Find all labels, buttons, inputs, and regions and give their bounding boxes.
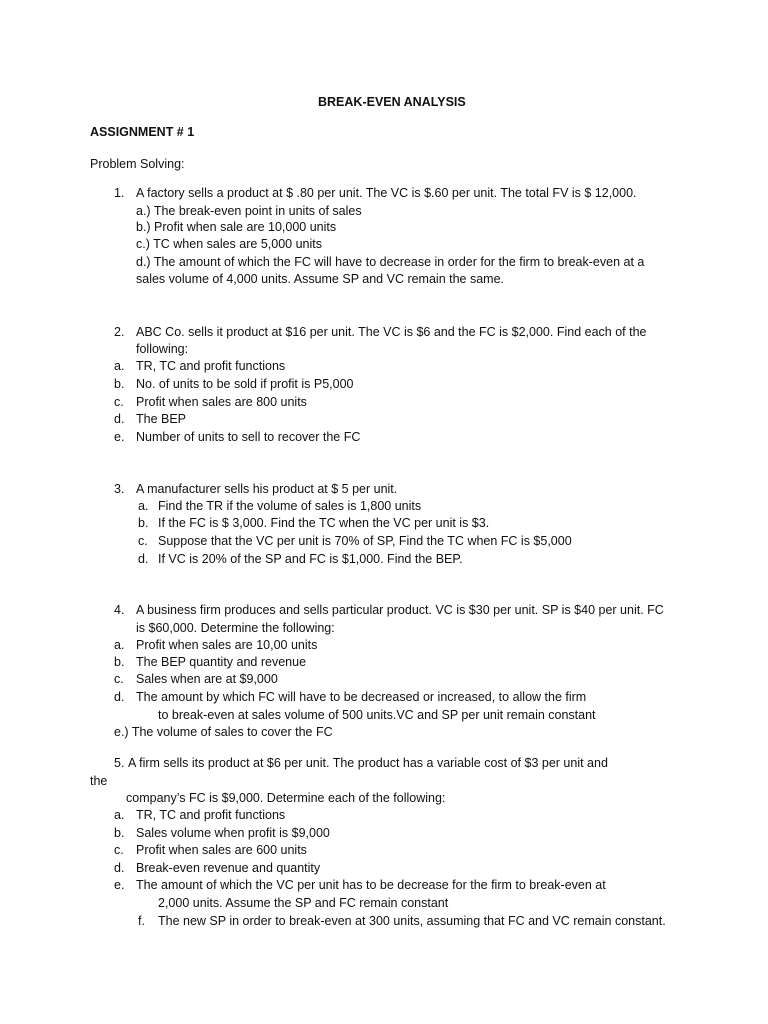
- problem-4-text: A business firm produces and sells particular product. VC is $30 per unit. SP is $40 per unit. FC: [136, 603, 664, 617]
- problem-4-number: 4.: [114, 603, 125, 617]
- problem-4-item-d-cont: to break-even at sales volume of 500 units.VC and SP per unit remain constant: [158, 708, 596, 722]
- problem-5-letter-f: f.: [138, 914, 145, 928]
- problem-4-letter-d: d.: [114, 690, 125, 704]
- problem-2-text-cont: following:: [136, 342, 189, 356]
- problem-4-item-a: Profit when sales are 10,00 units: [136, 638, 318, 652]
- problem-4-letter-a: a.: [114, 638, 125, 652]
- problem-1-item-d-cont: sales volume of 4,000 units. Assume SP and VC remain the same.: [136, 272, 505, 286]
- problem-5-item-f: The new SP in order to break-even at 300 units, assuming that FC and VC remain constant.: [158, 914, 666, 928]
- problem-2-item-c: Profit when sales are 800 units: [136, 395, 307, 409]
- problem-5-item-a: TR, TC and profit functions: [136, 808, 286, 822]
- problem-4-item-d: The amount by which FC will have to be decreased or increased, to allow the firm: [136, 690, 587, 704]
- problem-2-item-e: Number of units to sell to recover the FC: [136, 430, 361, 444]
- problem-5-text-wrap: the: [90, 774, 108, 788]
- problem-2-number: 2.: [114, 325, 125, 339]
- problem-1-number: 1.: [114, 186, 125, 200]
- problem-3-number: 3.: [114, 482, 125, 496]
- problem-5-letter-c: c.: [114, 843, 124, 857]
- problem-4-letter-b: b.: [114, 655, 125, 669]
- document-title: BREAK-EVEN ANALYSIS: [318, 95, 466, 109]
- problem-4-item-e: e.) The volume of sales to cover the FC: [114, 725, 333, 739]
- problem-5-item-e: The amount of which the VC per unit has to be decrease for the firm to break-even at: [136, 878, 606, 892]
- problem-5-letter-e: e.: [114, 878, 125, 892]
- problem-4-letter-c: c.: [114, 672, 124, 686]
- problem-5-letter-b: b.: [114, 826, 125, 840]
- problem-3-text: A manufacturer sells his product at $ 5 per unit.: [136, 482, 398, 496]
- assignment-heading: ASSIGNMENT # 1: [90, 125, 195, 139]
- problem-2-item-d: The BEP: [136, 412, 187, 426]
- problem-3-letter-c: c.: [138, 534, 148, 548]
- problem-4-text-cont: is $60,000. Determine the following:: [136, 621, 335, 635]
- problem-4-item-b: The BEP quantity and revenue: [136, 655, 307, 669]
- problem-3-item-c: Suppose that the VC per unit is 70% of SP, Find the TC when FC is $5,000: [158, 534, 572, 548]
- problem-1-item-b: b.) Profit when sale are 10,000 units: [136, 220, 337, 234]
- problem-3-item-b: If the FC is $ 3,000. Find the TC when the VC per unit is $3.: [158, 516, 490, 530]
- problem-5-item-c: Profit when sales are 600 units: [136, 843, 307, 857]
- problem-3-item-a: Find the TR if the volume of sales is 1,800 units: [158, 499, 422, 513]
- problem-5-letter-d: d.: [114, 861, 125, 875]
- problem-5-text-cont: company’s FC is $9,000. Determine each of the following:: [126, 791, 446, 805]
- problem-1-text: A factory sells a product at $ .80 per unit. The VC is $.60 per unit. The total FV is $ 12,000.: [136, 186, 637, 200]
- problem-1-item-a: a.) The break-even point in units of sales: [136, 204, 362, 218]
- problem-5-number: 5.: [114, 756, 125, 770]
- problem-5-item-b: Sales volume when profit is $9,000: [136, 826, 330, 840]
- section-heading: Problem Solving:: [90, 157, 185, 171]
- problem-2-item-b: No. of units to be sold if profit is P5,000: [136, 377, 354, 391]
- problem-3-letter-d: d.: [138, 552, 149, 566]
- problem-2-letter-b: b.: [114, 377, 125, 391]
- problem-2-letter-e: e.: [114, 430, 125, 444]
- problem-5-item-d: Break-even revenue and quantity: [136, 861, 321, 875]
- problem-3-letter-a: a.: [138, 499, 149, 513]
- problem-2-letter-c: c.: [114, 395, 124, 409]
- problem-2-letter-a: a.: [114, 359, 125, 373]
- problem-5-item-e-cont: 2,000 units. Assume the SP and FC remain constant: [158, 896, 449, 910]
- problem-3-item-d: If VC is 20% of the SP and FC is $1,000. Find the BEP.: [158, 552, 463, 566]
- problem-3-letter-b: b.: [138, 516, 149, 530]
- problem-1-item-d: d.) The amount of which the FC will have to decrease in order for the firm to break-even at a: [136, 255, 645, 269]
- problem-2-text: ABC Co. sells it product at $16 per unit. The VC is $6 and the FC is $2,000. Find each of the: [136, 325, 647, 339]
- problem-5-letter-a: a.: [114, 808, 125, 822]
- problem-1-item-c: c.) TC when sales are 5,000 units: [136, 237, 322, 251]
- problem-4-item-c: Sales when are at $9,000: [136, 672, 278, 686]
- problem-5-text: A firm sells its product at $6 per unit. The product has a variable cost of $3 per unit and: [128, 756, 608, 770]
- problem-2-item-a: TR, TC and profit functions: [136, 359, 286, 373]
- problem-2-letter-d: d.: [114, 412, 125, 426]
